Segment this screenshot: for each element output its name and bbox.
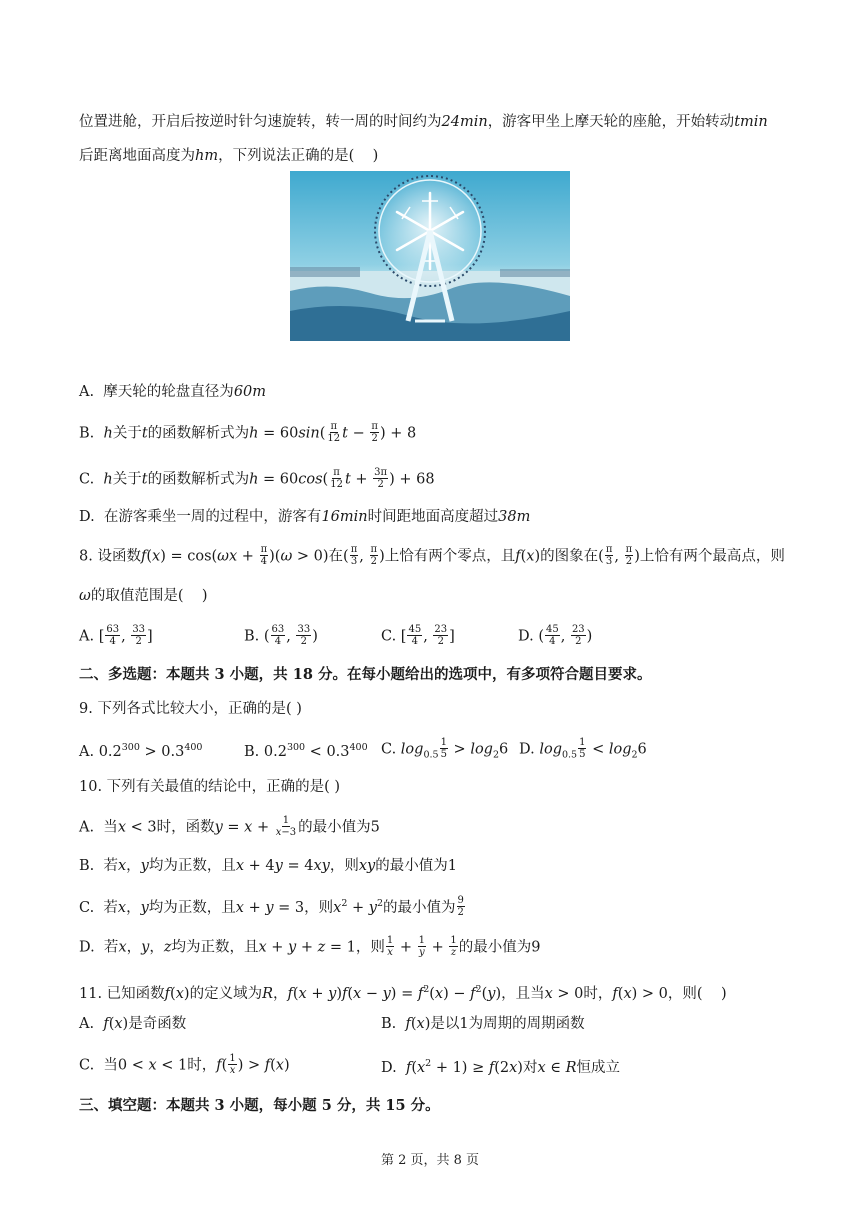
q11-stem: 11. 已知函数f(x)的定义域为R，$f(x + y)f(x - y) = f^2(x) - f^2(y)$，且当x > 0时，f(x) > 0，则( )	[79, 984, 727, 1002]
section-2-heading: 二、多选题：本题共 3 小题，共 18 分。在每小题给出的选项中，有多项符合题目要求。	[79, 666, 652, 683]
q10-stem: 10. 下列有关最值的结论中，正确的是( )	[79, 779, 341, 795]
q10-option-c: C. 若x，y均为正数，且x + y = 3，则$x^2 + y^2$的最小值为 $\frac{9}{2}$	[79, 895, 464, 919]
q8-stem-line1: 8. 设函数f(x) = cos(ωx + $\frac{\pi}{4}$ )(ω > 0)在( $\frac{\pi}{3}$ , $\frac{\pi}{2}$ )上恰有两个零点，且f(x)的图象在( $\frac{\pi}{3}$ , $\frac{\pi}{2}$ )上恰有两个最高点，则	[79, 544, 785, 567]
q9-option-c: C. $\log_{0.5}$ $\frac{1}{5}$ > $\log_26$	[381, 737, 509, 761]
q9-option-d: D. $\log_{0.5}$ $\frac{1}{5}$ < $\log_26$	[519, 737, 647, 761]
section-3-heading: 三、填空题：本题共 3 小题，每小题 5 分，共 15 分。	[79, 1097, 440, 1114]
q8-option-a: A. [ $\frac{63}{4}$ , $\frac{33}{2}$ ]	[79, 624, 153, 647]
q7-option-a: A. 摩天轮的轮盘直径为60m	[79, 384, 267, 400]
q9-option-b: B. $0.2^{300} < 0.3^{400}$	[244, 742, 368, 760]
q11-option-b: B. f(x)是以1为周期的周期函数	[381, 1016, 585, 1032]
q7-option-d: D. 在游客乘坐一周的过程中，游客有16min时间距地面高度超过38m	[79, 509, 531, 525]
q8-stem-line2: ω的取值范围是( )	[79, 588, 208, 604]
q8-option-b: B. ( $\frac{63}{4}$ , $\frac{33}{2}$ )	[244, 624, 318, 647]
q8-option-d: D. ( $\frac{45}{4}$ , $\frac{23}{2}$ )	[518, 624, 593, 647]
page-footer: 第 2 页，共 8 页	[380, 1153, 480, 1168]
q7-stem-line1: 位置进舱，开启后按逆时针匀速旋转，转一周的时间约为24min，游客甲坐上摩天轮的座舱，开始转动tmin	[79, 114, 768, 130]
q8-option-c: C. [ $\frac{45}{4}$ , $\frac{23}{2}$ ]	[381, 624, 455, 647]
q11-option-d: D. $f(x^2 + 1) \ge f(2x)$对x ∈ R恒成立	[381, 1058, 621, 1076]
q10-option-a: A. 当x < 3时，函数y = x + $\frac{1}{x-3}$ 的最小值为5	[79, 815, 380, 838]
q9-stem: 9. 下列各式比较大小，正确的是( )	[79, 701, 302, 717]
ferris-wheel-photo	[290, 171, 570, 341]
q7-option-b: B. h关于t的函数解析式为h = 60sin( $\frac{\pi}{12}$ t − $\frac{\pi}{2}$ ) + 8	[79, 421, 417, 444]
q7-option-c: C. h关于t的函数解析式为h = 60cos( $\frac{\pi}{12}$ t + $\frac{3\pi}{2}$ ) + 68	[79, 467, 435, 490]
q11-option-c: C. 当0 < x < 1时，f( $\frac{1}{x}$ ) > f(x)	[79, 1053, 290, 1076]
q11-option-a: A. f(x)是奇函数	[79, 1016, 187, 1032]
q7-stem-line2: 后距离地面高度为hm，下列说法正确的是( )	[79, 148, 379, 164]
q10-option-d: D. 若x，y，z均为正数，且x + y + z = 1，则 $\frac{1}{x}$ + $\frac{1}{y}$ + $\frac{1}{z}$ 的最小值为9	[79, 935, 541, 958]
q10-option-b: B. 若x，y均为正数，且x + 4y = 4xy，则xy的最小值为1	[79, 858, 457, 874]
q9-option-a: A. $0.2^{300} > 0.3^{400}$	[79, 742, 203, 760]
